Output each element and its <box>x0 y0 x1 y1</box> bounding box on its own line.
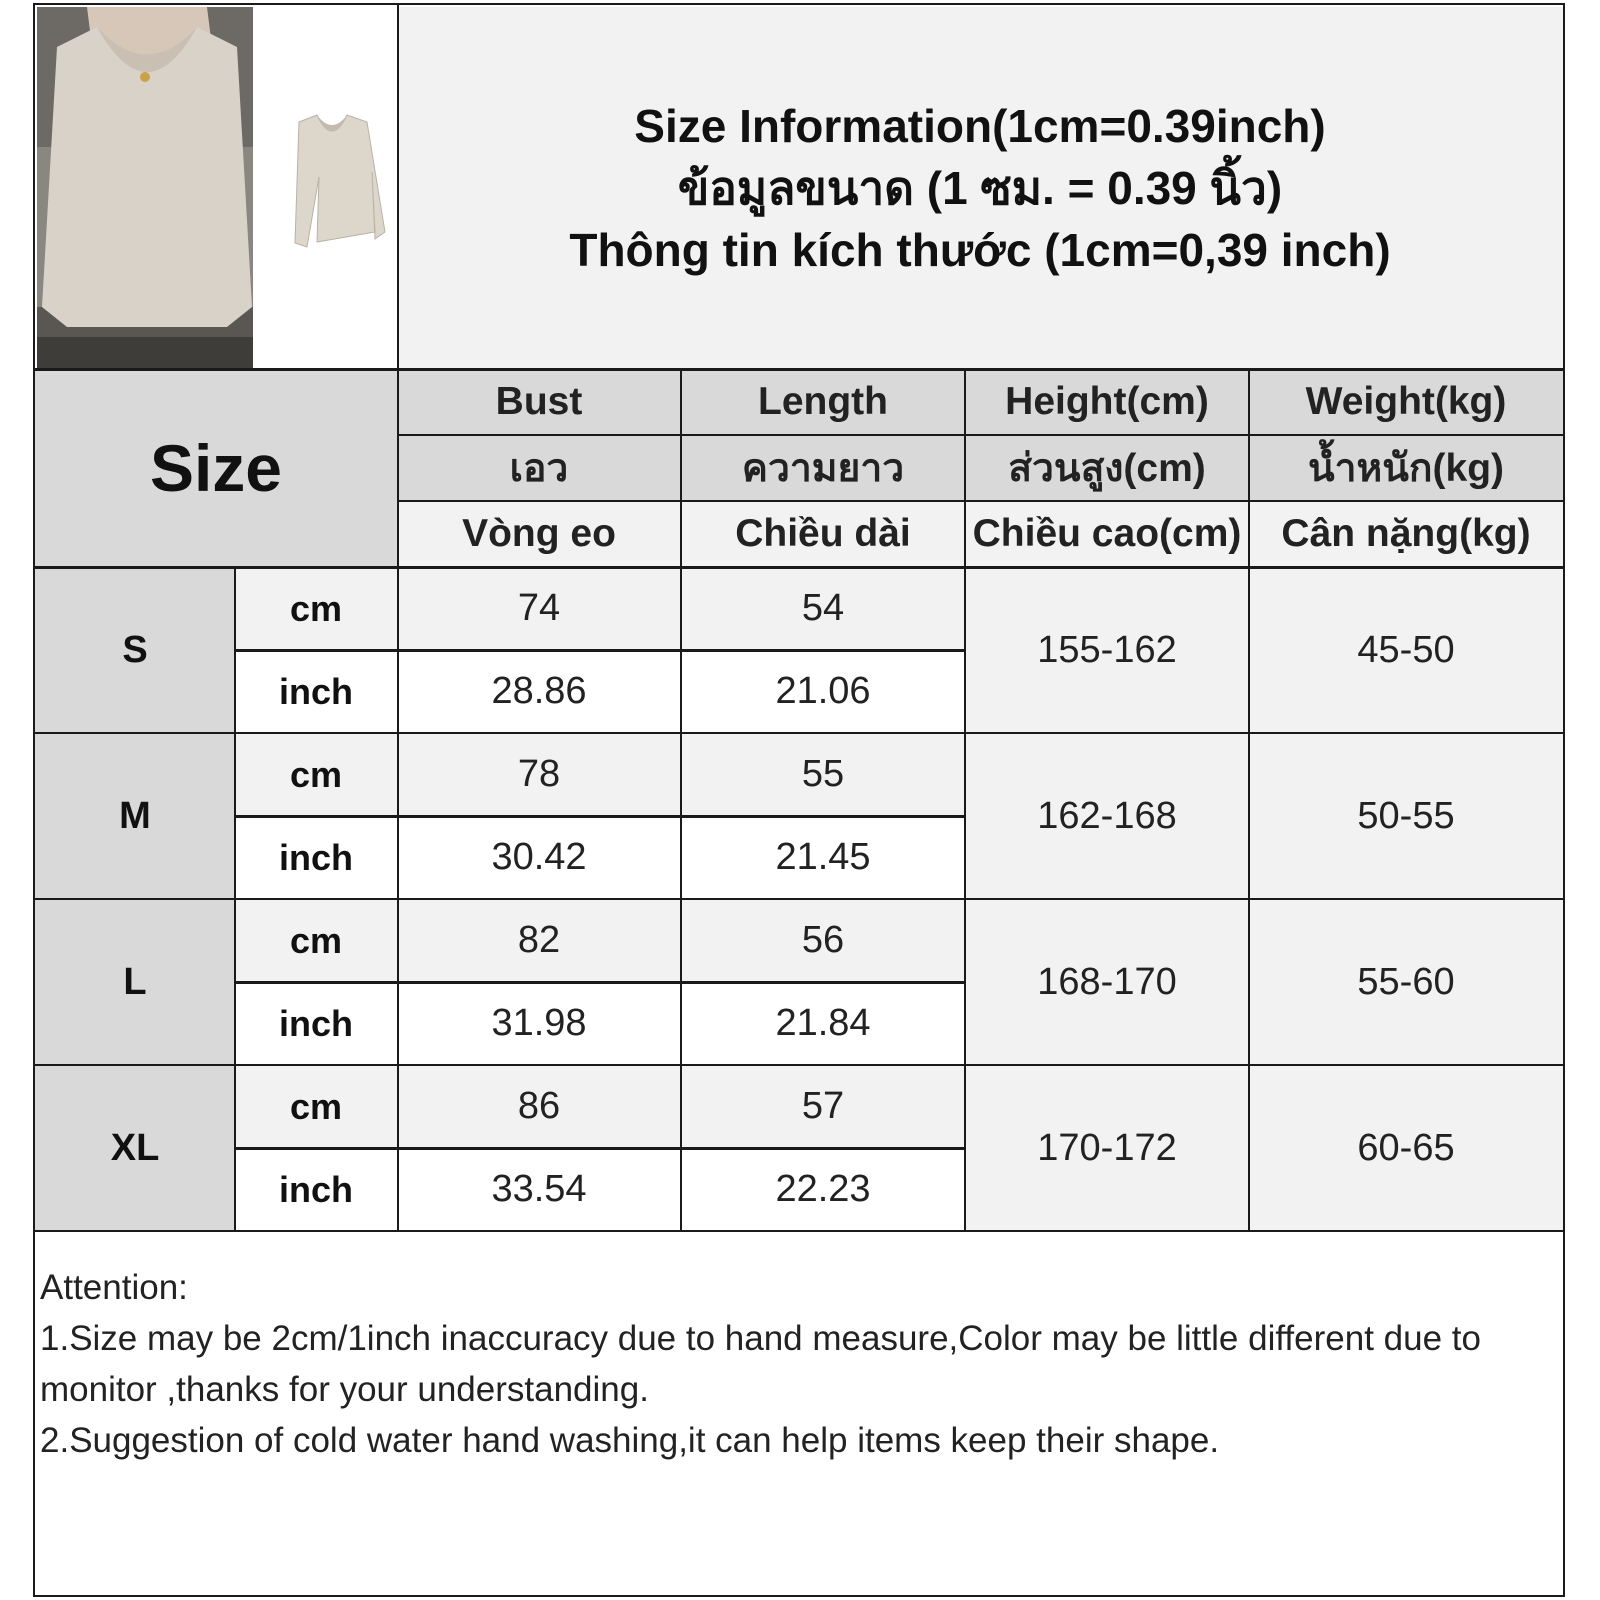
column-length-en: Length <box>681 369 965 435</box>
grid-line <box>964 369 966 1231</box>
weight-m: 50-55 <box>1249 733 1563 899</box>
grid-line <box>35 566 1563 569</box>
column-weight-th: น้ำหนัก(kg) <box>1249 435 1563 501</box>
title-vietnamese: Thông tin kích thước (1cm=0,39 inch) <box>569 224 1391 276</box>
size-information-title <box>397 7 1563 369</box>
note-item-1: 1.Size may be 2cm/1inch inaccuracy due to hand measure,Color may be little different due to monitor ,thanks for your understanding. <box>40 1319 1491 1409</box>
notes-heading: Attention: <box>40 1268 188 1307</box>
bust-inch-xl: 33.54 <box>397 1148 681 1231</box>
grid-line <box>680 369 682 1231</box>
title-thai: ข้อมูลขนาด (1 ซม. = 0.39 นิ้ว) <box>677 162 1283 214</box>
grid-line <box>1248 369 1250 1231</box>
length-cm-m: 55 <box>681 733 965 816</box>
unit-cm-l: cm <box>235 899 397 982</box>
size-label-l: L <box>35 899 235 1065</box>
grid-line <box>35 732 1563 734</box>
grid-line <box>235 981 965 984</box>
height-s: 155-162 <box>965 567 1249 733</box>
length-inch-xl: 22.23 <box>681 1148 965 1231</box>
length-cm-l: 56 <box>681 899 965 982</box>
bust-inch-m: 30.42 <box>397 816 681 899</box>
grid-line <box>235 815 965 818</box>
weight-l: 55-60 <box>1249 899 1563 1065</box>
grid-line <box>35 898 1563 900</box>
weight-xl: 60-65 <box>1249 1065 1563 1231</box>
length-inch-m: 21.45 <box>681 816 965 899</box>
unit-inch-m: inch <box>235 816 397 899</box>
column-height-en: Height(cm) <box>965 369 1249 435</box>
height-xl: 170-172 <box>965 1065 1249 1231</box>
height-l: 168-170 <box>965 899 1249 1065</box>
grid-line <box>397 5 399 1231</box>
title-english: Size Information(1cm=0.39inch) <box>634 100 1326 152</box>
product-photo-image <box>37 7 397 369</box>
size-label-xl: XL <box>35 1065 235 1231</box>
bust-cm-xl: 86 <box>397 1065 681 1148</box>
column-bust-th: เอว <box>397 435 681 501</box>
attention-notes <box>40 1262 1560 1466</box>
grid-line <box>35 1230 1563 1232</box>
bust-cm-m: 78 <box>397 733 681 816</box>
note-item-2: 2.Suggestion of cold water hand washing,it can help items keep their shape. <box>40 1421 1220 1460</box>
column-bust-vi: Vòng eo <box>397 501 681 567</box>
column-weight-en: Weight(kg) <box>1249 369 1563 435</box>
grid-line <box>235 649 965 652</box>
grid-line <box>35 1064 1563 1066</box>
unit-inch-s: inch <box>235 650 397 733</box>
bust-cm-s: 74 <box>397 567 681 650</box>
length-inch-s: 21.06 <box>681 650 965 733</box>
grid-line <box>397 500 1563 502</box>
grid-line <box>235 1147 965 1150</box>
grid-line <box>397 434 1563 436</box>
length-inch-l: 21.84 <box>681 982 965 1065</box>
length-cm-xl: 57 <box>681 1065 965 1148</box>
size-label-m: M <box>35 733 235 899</box>
column-length-th: ความยาว <box>681 435 965 501</box>
grid-line <box>35 368 1563 371</box>
unit-cm-xl: cm <box>235 1065 397 1148</box>
unit-inch-xl: inch <box>235 1148 397 1231</box>
column-height-th: ส่วนสูง(cm) <box>965 435 1249 501</box>
unit-cm-m: cm <box>235 733 397 816</box>
unit-inch-l: inch <box>235 982 397 1065</box>
bust-cm-l: 82 <box>397 899 681 982</box>
column-height-vi: Chiều cao(cm) <box>965 501 1249 567</box>
bust-inch-l: 31.98 <box>397 982 681 1065</box>
height-m: 162-168 <box>965 733 1249 899</box>
size-label-s: S <box>35 567 235 733</box>
bust-inch-s: 28.86 <box>397 650 681 733</box>
column-weight-vi: Cân nặng(kg) <box>1249 501 1563 567</box>
length-cm-s: 54 <box>681 567 965 650</box>
column-bust-en: Bust <box>397 369 681 435</box>
column-length-vi: Chiều dài <box>681 501 965 567</box>
weight-s: 45-50 <box>1249 567 1563 733</box>
unit-cm-s: cm <box>235 567 397 650</box>
product-photo <box>37 7 397 369</box>
size-header: Size <box>35 369 397 567</box>
